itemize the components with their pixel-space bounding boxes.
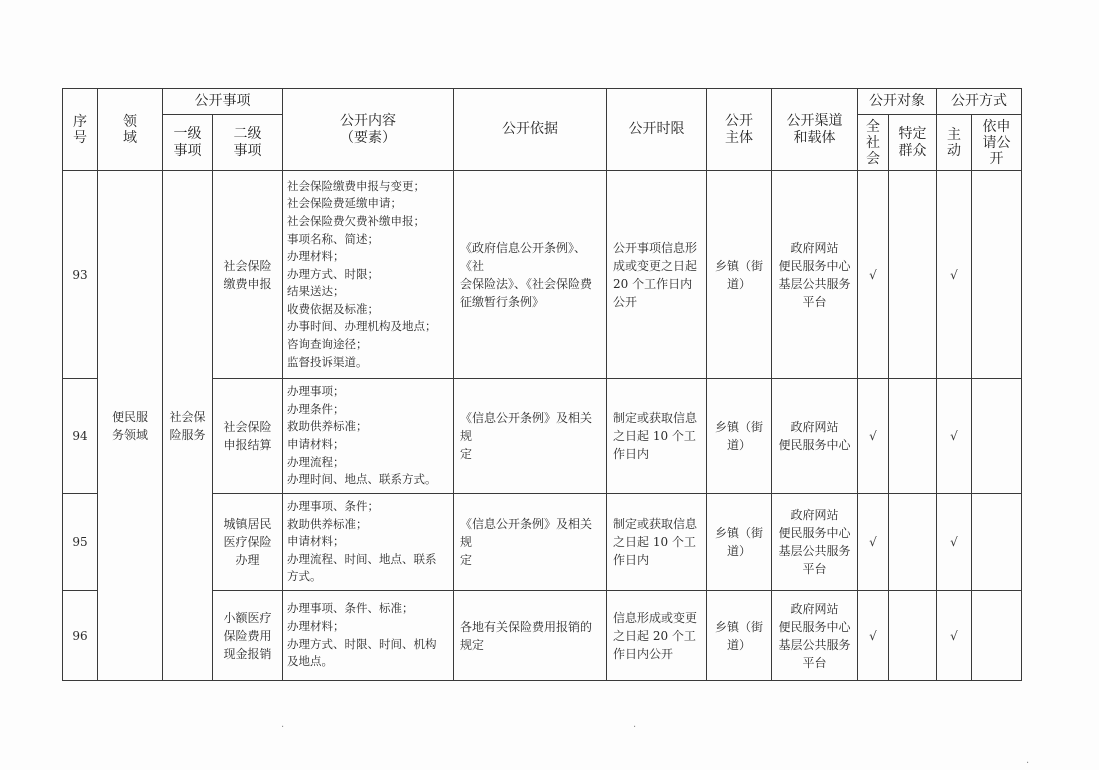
header-field: 领 域 [98,89,163,171]
header-audience-group: 公开对象 [858,89,937,115]
method-active-check: √ [937,379,972,494]
table-row [63,171,1022,379]
header-audience-specific: 特定 群众 [889,115,937,171]
disclosure-table [62,88,1022,681]
level2-cell: 社会保险 缴费申报 [213,171,283,379]
subject-cell: 乡镇（街 道） [707,591,772,681]
audience-all-check: √ [858,379,889,494]
audience-specific-check [889,171,937,379]
header-level2: 二级 事项 [213,115,283,171]
scan-speck: · [633,722,637,733]
row-seq: 93 [63,171,98,379]
method-request-check [972,591,1022,681]
level2-cell: 小额医疗 保险费用 现金报销 [213,591,283,681]
row-seq: 94 [63,379,98,494]
channel-cell: 政府网站 便民服务中心 基层公共服务 平台 [772,171,858,379]
content-cell: 办理事项； 办理条件； 救助供养标准； 申请材料； 办理流程； 办理时间、地点、联系方式。 [283,379,454,494]
header-method-group: 公开方式 [937,89,1022,115]
time-limit-cell: 制定或获取信息 之日起 10 个工 作日内 [607,494,707,591]
basis-cell: 《信息公开条例》及相关规 定 [454,379,607,494]
channel-cell: 政府网站 便民服务中心 [772,379,858,494]
header-level1: 一级 事项 [163,115,213,171]
time-limit-cell: 公开事项信息形 成或变更之日起 20 个工作日内 公开 [607,171,707,379]
scan-speck: · [281,722,285,733]
subject-cell: 乡镇（街 道） [707,171,772,379]
method-request-check [972,494,1022,591]
header-audience-all: 全 社 会 [858,115,889,171]
basis-cell: 《政府信息公开条例》、《社 会保险法》、《社会保险费 征缴暂行条例》 [454,171,607,379]
content-cell: 社会保险缴费申报与变更； 社会保险费延缴申请； 社会保险费欠费补缴申报； 事项名称、简述； 办理材料； 办理方式、时限； 结果送达； 收费依据及标准； 办事时间、办理机构及地点； 咨询查询途径； 监督投诉渠道。 [283,171,454,379]
method-active-check: √ [937,494,972,591]
header-subject: 公开 主体 [707,89,772,171]
audience-specific-check [889,379,937,494]
method-request-check [972,171,1022,379]
subject-cell: 乡镇（街 道） [707,379,772,494]
audience-specific-check [889,591,937,681]
row-seq: 96 [63,591,98,681]
header-basis: 公开依据 [454,89,607,171]
header-channel: 公开渠道 和载体 [772,89,858,171]
content-cell: 办理事项、条件、标准； 办理材料； 办理方式、时限、时间、机构 及地点。 [283,591,454,681]
audience-all-check: √ [858,591,889,681]
basis-cell: 各地有关保险费用报销的 规定 [454,591,607,681]
basis-cell: 《信息公开条例》及相关规 定 [454,494,607,591]
method-active-check: √ [937,591,972,681]
header-time-limit: 公开时限 [607,89,707,171]
level2-cell: 城镇居民 医疗保险 办理 [213,494,283,591]
audience-specific-check [889,494,937,591]
audience-all-check: √ [858,171,889,379]
method-request-check [972,379,1022,494]
method-active-check: √ [937,171,972,379]
header-method-request: 依申 请公 开 [972,115,1022,171]
channel-cell: 政府网站 便民服务中心 基层公共服务 平台 [772,591,858,681]
content-cell: 办理事项、条件； 救助供养标准； 申请材料； 办理流程、时间、地点、联系 方式。 [283,494,454,591]
channel-cell: 政府网站 便民服务中心 基层公共服务 平台 [772,494,858,591]
header-seq: 序 号 [63,89,98,171]
header-content: 公开内容 （要素） [283,89,454,171]
field-cell: 便民服 务领域 [98,171,163,681]
level1-cell: 社会保 险服务 [163,171,213,681]
audience-all-check: √ [858,494,889,591]
time-limit-cell: 信息形成或变更 之日起 20 个工 作日内公开 [607,591,707,681]
header-items-group: 公开事项 [163,89,283,115]
time-limit-cell: 制定或获取信息 之日起 10 个工 作日内 [607,379,707,494]
scan-speck: · [1026,758,1030,769]
header-method-active: 主 动 [937,115,972,171]
subject-cell: 乡镇（街 道） [707,494,772,591]
level2-cell: 社会保险 申报结算 [213,379,283,494]
row-seq: 95 [63,494,98,591]
